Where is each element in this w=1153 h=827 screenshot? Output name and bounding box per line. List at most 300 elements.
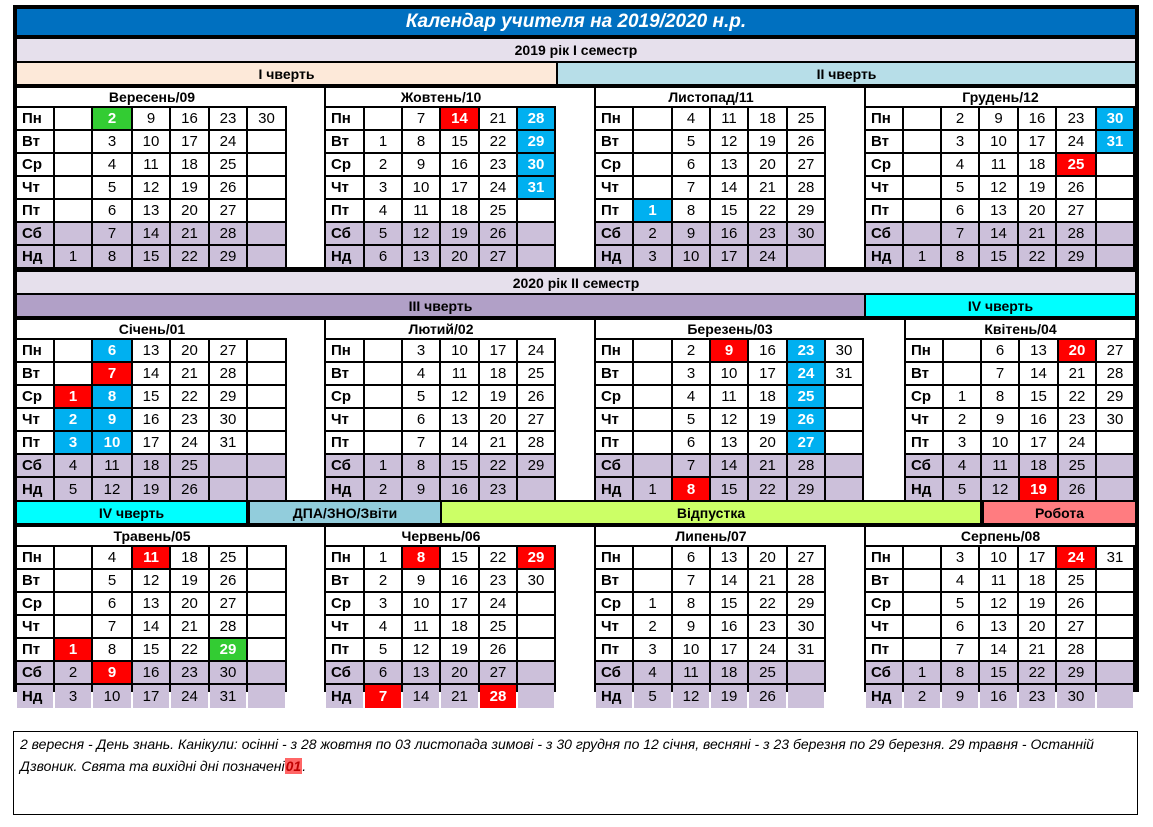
date-cell: 10 [93, 685, 131, 708]
date-cell: 5 [673, 409, 709, 430]
empty-cell [55, 593, 91, 614]
date-cell: 1 [365, 547, 401, 568]
date-cell: 20 [1019, 616, 1055, 637]
empty-cell [365, 386, 401, 407]
empty-cell [248, 547, 285, 568]
quarter-1-band: І чверть [17, 63, 556, 84]
date-cell: 27 [1097, 340, 1133, 361]
day-name-label: Пн [866, 547, 902, 568]
month-title: Січень/01 [17, 320, 287, 338]
date-cell: 24 [171, 432, 208, 453]
empty-cell [518, 246, 554, 267]
day-name-label: Пн [596, 547, 632, 568]
date-cell: 31 [210, 432, 246, 453]
empty-cell [1097, 478, 1133, 500]
date-cell: 7 [942, 639, 978, 660]
date-cell: 16 [1020, 409, 1057, 430]
date-cell: 30 [826, 340, 862, 361]
date-cell: 6 [403, 409, 439, 430]
empty-cell [634, 547, 671, 568]
date-cell: 2 [904, 685, 940, 708]
date-cell: 22 [749, 478, 786, 500]
date-cell: 19 [1019, 593, 1055, 614]
empty-cell [634, 108, 671, 129]
date-cell: 12 [133, 177, 169, 198]
day-name-label: Пн [17, 340, 53, 361]
day-name-label: Ср [596, 154, 632, 175]
date-cell: 9 [673, 223, 709, 244]
date-cell: 14 [133, 363, 169, 384]
day-name-label: Нд [326, 478, 363, 500]
date-cell: 31 [210, 685, 246, 708]
date-cell: 19 [171, 177, 208, 198]
date-cell: 1 [55, 386, 91, 407]
empty-cell [248, 200, 285, 221]
day-name-label: Пн [326, 547, 363, 568]
date-cell: 8 [93, 246, 131, 267]
date-cell: 12 [711, 409, 747, 430]
empty-cell [248, 131, 285, 152]
work-band: Робота [984, 502, 1135, 523]
date-cell: 12 [441, 386, 478, 407]
date-cell: 6 [93, 200, 131, 221]
date-cell: 19 [171, 570, 208, 591]
date-cell: 15 [133, 386, 169, 407]
date-cell: 26 [788, 131, 824, 152]
day-name-label: Пт [596, 639, 632, 660]
date-cell: 5 [365, 223, 401, 244]
date-cell: 24 [1059, 432, 1095, 453]
date-cell: 7 [365, 685, 401, 708]
date-cell: 13 [441, 409, 478, 430]
date-cell: 8 [403, 131, 439, 152]
date-cell: 25 [480, 200, 516, 221]
date-cell: 30 [248, 108, 285, 129]
date-cell: 5 [55, 478, 91, 500]
date-cell: 30 [788, 223, 824, 244]
date-cell: 27 [788, 547, 824, 568]
empty-cell [210, 455, 246, 476]
empty-cell [55, 154, 91, 175]
date-cell: 26 [1059, 478, 1095, 500]
date-cell: 26 [480, 639, 516, 660]
date-cell: 19 [1019, 177, 1055, 198]
date-cell: 28 [480, 685, 516, 708]
day-name-label: Пт [326, 432, 363, 453]
date-cell: 23 [749, 223, 786, 244]
date-cell: 23 [210, 108, 246, 129]
day-name-label: Сб [596, 455, 632, 476]
date-cell: 27 [210, 593, 246, 614]
date-cell: 19 [749, 131, 786, 152]
date-cell: 24 [1057, 547, 1095, 568]
date-cell: 9 [711, 340, 747, 361]
date-cell: 20 [480, 409, 516, 430]
date-cell: 3 [942, 131, 978, 152]
day-name-label: Нд [596, 685, 632, 708]
legend-note [13, 731, 1138, 815]
date-cell: 9 [93, 409, 131, 430]
date-cell: 18 [441, 200, 478, 221]
date-cell: 15 [1020, 386, 1057, 407]
date-cell: 21 [749, 570, 786, 591]
quarter-2-band: ІІ чверть [558, 63, 1135, 84]
date-cell: 16 [711, 223, 747, 244]
date-cell: 22 [480, 131, 516, 152]
date-cell: 20 [171, 200, 208, 221]
date-cell: 20 [171, 340, 208, 361]
date-cell: 25 [1059, 455, 1095, 476]
date-cell: 22 [480, 547, 516, 568]
date-cell: 7 [942, 223, 978, 244]
month-title: Грудень/12 [866, 88, 1135, 106]
day-name-label: Пт [17, 200, 53, 221]
date-cell: 18 [711, 662, 747, 683]
date-cell: 30 [1097, 108, 1133, 129]
date-cell: 18 [749, 108, 786, 129]
empty-cell [1097, 154, 1133, 175]
day-name-label: Вт [326, 363, 363, 384]
date-cell: 29 [1057, 662, 1095, 683]
date-cell: 1 [634, 200, 671, 221]
date-cell: 22 [1059, 386, 1095, 407]
date-cell: 21 [749, 455, 786, 476]
day-name-label: Чт [326, 409, 363, 430]
day-name-label: Чт [17, 177, 53, 198]
date-cell: 26 [749, 685, 786, 708]
date-cell: 6 [93, 593, 131, 614]
day-name-label: Нд [906, 478, 942, 500]
date-cell: 13 [403, 246, 439, 267]
day-name-label: Ср [17, 154, 53, 175]
date-cell: 6 [93, 340, 131, 361]
date-cell: 7 [403, 432, 439, 453]
day-name-label: Пт [326, 200, 363, 221]
date-cell: 16 [133, 662, 169, 683]
day-name-label: Ср [596, 386, 632, 407]
empty-cell [518, 616, 554, 637]
date-cell: 7 [93, 363, 131, 384]
date-cell: 10 [673, 246, 709, 267]
date-cell: 24 [788, 363, 824, 384]
day-name-label: Чт [17, 616, 53, 637]
date-cell: 19 [1020, 478, 1057, 500]
date-cell: 1 [365, 131, 401, 152]
date-cell: 28 [1057, 223, 1095, 244]
empty-cell [904, 177, 940, 198]
empty-cell [904, 593, 940, 614]
date-cell: 14 [441, 108, 478, 129]
date-cell: 21 [1019, 223, 1055, 244]
date-cell: 29 [788, 593, 824, 614]
date-cell: 31 [788, 639, 824, 660]
date-cell: 24 [749, 639, 786, 660]
day-name-label: Чт [866, 616, 902, 637]
date-cell: 10 [133, 131, 169, 152]
date-cell: 21 [749, 177, 786, 198]
date-cell: 27 [210, 340, 246, 361]
empty-cell [904, 131, 940, 152]
date-cell: 15 [441, 131, 478, 152]
date-cell: 16 [171, 108, 208, 129]
date-cell: 10 [673, 639, 709, 660]
month-title: Березень/03 [596, 320, 864, 338]
empty-cell [248, 455, 285, 476]
empty-cell [944, 340, 980, 361]
date-cell: 28 [788, 177, 824, 198]
date-cell: 9 [133, 108, 169, 129]
date-cell: 4 [365, 616, 401, 637]
empty-cell [634, 432, 671, 453]
date-cell: 3 [942, 547, 978, 568]
day-name-label: Пн [906, 340, 942, 361]
date-cell: 8 [93, 386, 131, 407]
date-cell: 11 [980, 570, 1017, 591]
date-cell: 8 [673, 478, 709, 500]
date-cell: 21 [1059, 363, 1095, 384]
empty-cell [248, 386, 285, 407]
date-cell: 15 [441, 455, 478, 476]
date-cell: 24 [749, 246, 786, 267]
empty-cell [634, 340, 671, 361]
column-spacer [556, 527, 594, 708]
date-cell: 24 [480, 177, 516, 198]
date-cell: 29 [210, 639, 246, 660]
date-cell: 20 [749, 547, 786, 568]
date-cell: 12 [980, 593, 1017, 614]
day-name-label: Пн [326, 340, 363, 361]
date-cell: 21 [171, 363, 208, 384]
empty-cell [826, 455, 862, 476]
column-spacer [287, 320, 324, 500]
empty-cell [788, 685, 824, 708]
day-name-label: Сб [906, 455, 942, 476]
date-cell: 26 [518, 386, 554, 407]
date-cell: 9 [942, 685, 978, 708]
empty-cell [248, 246, 285, 267]
date-cell: 14 [980, 223, 1017, 244]
date-cell: 1 [944, 386, 980, 407]
date-cell: 3 [403, 340, 439, 361]
empty-cell [518, 200, 554, 221]
date-cell: 18 [1020, 455, 1057, 476]
quarter-3-band: ІІІ чверть [17, 295, 864, 316]
day-name-label: Сб [17, 662, 53, 683]
date-cell: 2 [634, 223, 671, 244]
date-cell: 20 [441, 246, 478, 267]
empty-cell [1097, 616, 1133, 637]
empty-cell [1097, 432, 1133, 453]
date-cell: 24 [210, 131, 246, 152]
empty-cell [248, 570, 285, 591]
date-cell: 22 [1019, 662, 1055, 683]
month-title: Листопад/11 [596, 88, 826, 106]
day-name-label: Пн [866, 108, 902, 129]
empty-cell [634, 363, 671, 384]
date-cell: 28 [1057, 639, 1095, 660]
date-cell: 14 [441, 432, 478, 453]
empty-cell [1097, 200, 1133, 221]
date-cell: 19 [441, 223, 478, 244]
date-cell: 8 [982, 386, 1018, 407]
date-cell: 29 [788, 478, 824, 500]
empty-cell [904, 547, 940, 568]
date-cell: 28 [518, 432, 554, 453]
date-cell: 23 [171, 662, 208, 683]
date-cell: 3 [673, 363, 709, 384]
date-cell: 26 [788, 409, 824, 430]
day-name-label: Ср [326, 154, 363, 175]
empty-cell [518, 478, 554, 500]
day-name-label: Нд [326, 685, 363, 708]
date-cell: 4 [673, 386, 709, 407]
date-cell: 9 [93, 662, 131, 683]
date-cell: 25 [749, 662, 786, 683]
date-cell: 18 [480, 363, 516, 384]
date-cell: 18 [171, 154, 208, 175]
date-cell: 12 [673, 685, 709, 708]
empty-cell [1097, 246, 1133, 267]
date-cell: 24 [518, 340, 554, 361]
day-name-label: Пн [596, 108, 632, 129]
date-cell: 10 [403, 593, 439, 614]
date-cell: 9 [403, 154, 439, 175]
empty-cell [634, 177, 671, 198]
date-cell: 14 [133, 616, 169, 637]
legend-text: 2 вересня - День знань. Канікули: осінні - з 28 жовтня по 03 листопада зимові - з 30 грудня по 12 січня, весняні - з 23 березня по 29 березня. 29 травня - Останній Дзвоник. Свята та вихідні дні позначені [20, 736, 1094, 774]
empty-cell [634, 455, 671, 476]
empty-cell [904, 154, 940, 175]
date-cell: 11 [403, 200, 439, 221]
date-cell: 21 [480, 432, 516, 453]
day-name-label: Вт [17, 131, 53, 152]
date-cell: 25 [171, 455, 208, 476]
date-cell: 11 [980, 154, 1017, 175]
date-cell: 7 [982, 363, 1018, 384]
date-cell: 13 [133, 200, 169, 221]
date-cell: 4 [942, 154, 978, 175]
empty-cell [904, 639, 940, 660]
date-cell: 6 [673, 547, 709, 568]
date-cell: 16 [133, 409, 169, 430]
day-name-label: Ср [326, 593, 363, 614]
date-cell: 15 [980, 662, 1017, 683]
date-cell: 22 [171, 246, 208, 267]
empty-cell [248, 478, 285, 500]
date-cell: 18 [1019, 570, 1055, 591]
date-cell: 3 [93, 131, 131, 152]
date-cell: 21 [171, 616, 208, 637]
date-cell: 2 [942, 108, 978, 129]
day-name-label: Пт [17, 639, 53, 660]
date-cell: 16 [1019, 108, 1055, 129]
empty-cell [365, 409, 401, 430]
date-cell: 10 [441, 340, 478, 361]
date-cell: 11 [93, 455, 131, 476]
date-cell: 25 [788, 386, 824, 407]
month-title: Жовтень/10 [326, 88, 556, 106]
semester-1-header: 2019 рік І семестр [17, 39, 1135, 61]
date-cell: 19 [441, 639, 478, 660]
empty-cell [904, 223, 940, 244]
date-cell: 13 [1020, 340, 1057, 361]
empty-cell [1097, 685, 1133, 708]
date-cell: 23 [480, 154, 516, 175]
date-cell: 14 [711, 570, 747, 591]
date-cell: 27 [788, 432, 824, 453]
day-name-label: Нд [866, 685, 902, 708]
date-cell: 12 [403, 223, 439, 244]
empty-cell [1097, 223, 1133, 244]
date-cell: 27 [210, 200, 246, 221]
date-cell: 22 [749, 593, 786, 614]
date-cell: 8 [942, 246, 978, 267]
date-cell: 29 [518, 547, 554, 568]
date-cell: 22 [749, 200, 786, 221]
day-name-label: Пт [596, 432, 632, 453]
date-cell: 8 [403, 547, 439, 568]
empty-cell [634, 570, 671, 591]
day-name-label: Сб [326, 223, 363, 244]
date-cell: 11 [711, 386, 747, 407]
date-cell: 4 [403, 363, 439, 384]
empty-cell [248, 177, 285, 198]
month-title: Квітень/04 [906, 320, 1135, 338]
date-cell: 13 [980, 616, 1017, 637]
date-cell: 12 [711, 131, 747, 152]
empty-cell [904, 616, 940, 637]
empty-cell [788, 246, 824, 267]
date-cell: 23 [480, 478, 516, 500]
date-cell: 15 [133, 246, 169, 267]
date-cell: 2 [365, 570, 401, 591]
date-cell: 27 [518, 409, 554, 430]
date-cell: 25 [210, 154, 246, 175]
date-cell: 3 [634, 246, 671, 267]
empty-cell [248, 223, 285, 244]
day-name-label: Сб [596, 223, 632, 244]
empty-cell [248, 154, 285, 175]
date-cell: 3 [634, 639, 671, 660]
date-cell: 8 [403, 455, 439, 476]
date-cell: 15 [711, 200, 747, 221]
empty-cell [1097, 662, 1133, 683]
quarter-4-summer-band: IV чверть [17, 502, 246, 523]
day-name-label: Пт [596, 200, 632, 221]
date-cell: 4 [55, 455, 91, 476]
day-name-label: Вт [866, 570, 902, 591]
date-cell: 9 [403, 478, 439, 500]
date-cell: 19 [711, 685, 747, 708]
day-name-label: Чт [596, 409, 632, 430]
date-cell: 26 [480, 223, 516, 244]
date-cell: 13 [133, 593, 169, 614]
date-cell: 14 [711, 455, 747, 476]
day-name-label: Нд [596, 478, 632, 500]
empty-cell [248, 639, 285, 660]
empty-cell [634, 386, 671, 407]
day-name-label: Нд [17, 478, 53, 500]
date-cell: 17 [171, 131, 208, 152]
empty-cell [55, 177, 91, 198]
date-cell: 10 [711, 363, 747, 384]
date-cell: 1 [904, 246, 940, 267]
date-cell: 12 [93, 478, 131, 500]
date-cell: 16 [441, 154, 478, 175]
date-cell: 18 [171, 547, 208, 568]
date-cell: 4 [673, 108, 709, 129]
date-cell: 10 [982, 432, 1018, 453]
